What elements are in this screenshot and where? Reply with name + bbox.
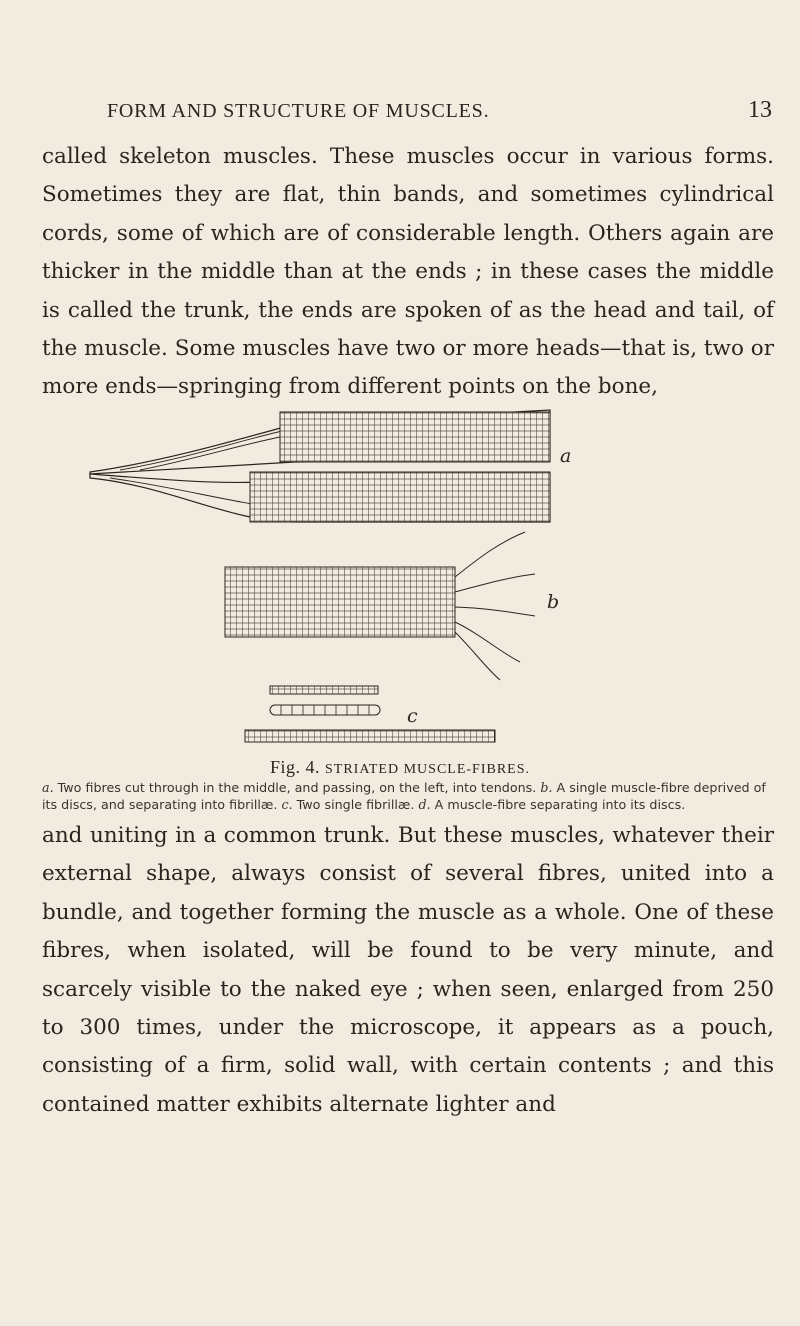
legend-key-a: a. (42, 780, 54, 795)
page-number: 13 (748, 97, 772, 123)
legend-key-c: c. (281, 796, 293, 812)
legend-key-d: d. (418, 796, 431, 812)
figure-number: Fig. 4. (269, 757, 320, 777)
paragraph-top: called skeleton muscles. These muscles occur in various forms. Sometimes they are flat, thin bands, and sometimes cylindrical cords, some of which are of considerable length. Others again are thicker in the middle than at the ends ; in these cases the middle is called the trunk, the ends are spoken of as the head and tail, of the muscle. Some muscles have two or more heads—that is, two or more ends—springing from different points on the bone, (42, 144, 774, 400)
legend-key-b: b. (540, 780, 553, 795)
fibre-b (225, 532, 559, 680)
fibrillae-c (270, 686, 418, 727)
running-title: FORM AND STRUCTURE OF MUSCLES. (107, 100, 490, 122)
label-b: b (547, 591, 560, 613)
legend-text-d: A muscle-fibre separating into its discs. (434, 796, 686, 812)
label-c: c (407, 705, 418, 727)
figure-illustration (80, 362, 600, 782)
legend-text-a: Two fibres cut through in the middle, and passing, on the left, into tendons. (57, 780, 537, 795)
running-header (107, 97, 772, 130)
paragraph-bottom: and uniting in a common trunk. But these muscles, whatever their external shape, always consist of several fibres, united into a bundle, and together forming the muscle as a whole. One of these fibres, when isolated, will be found to be very minute, and scarcely visible to the naked eye ; when seen, enlarged from 250 to 300 times, under the microscope, it appears as a pouch, consisting of a firm, solid wall, with certain contents ; and this contained matter exhibits alternate lighter and (42, 823, 774, 1117)
figure-caption (0, 757, 800, 778)
legend-text-b: A single muscle-fibre deprived of its discs, and separating into fibrillæ. (42, 780, 766, 812)
fibre-d (245, 730, 495, 742)
figure-legend (42, 780, 774, 813)
fibre-pair-a (90, 410, 571, 522)
legend-text-c: Two single fibrillæ. (296, 796, 415, 812)
label-a: a (560, 445, 572, 467)
figure-title: STRIATED MUSCLE-FIBRES. (324, 762, 531, 777)
